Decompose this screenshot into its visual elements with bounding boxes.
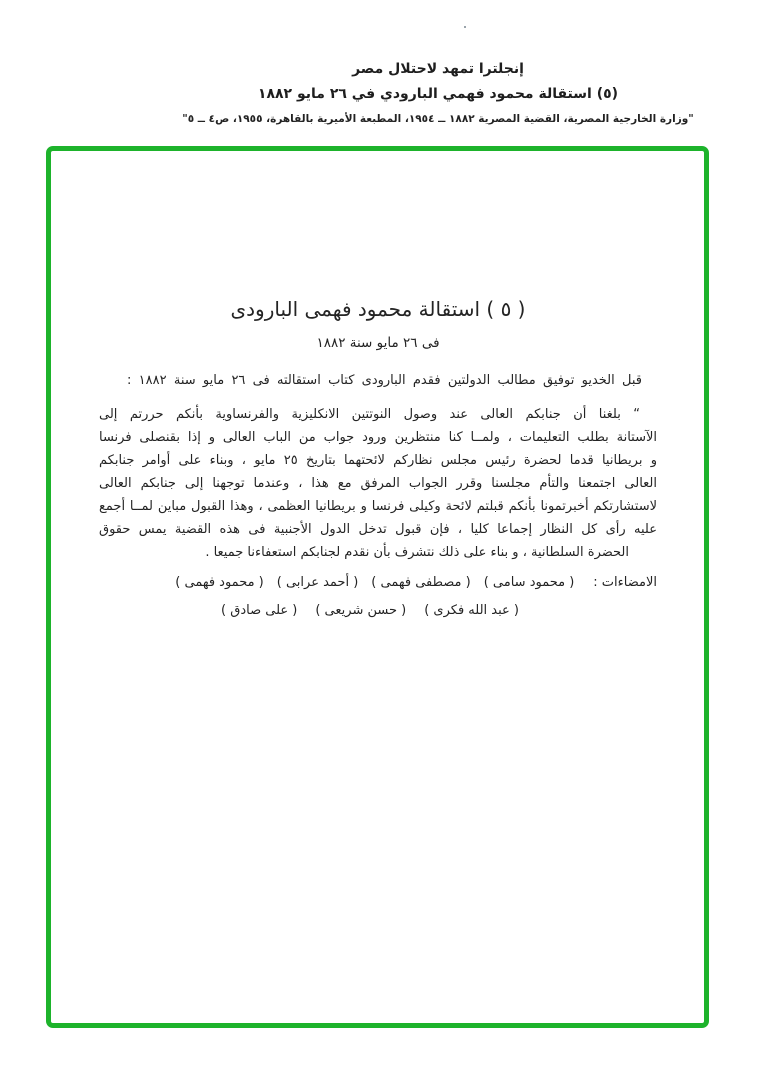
signature-name: ( على صادق ) bbox=[221, 603, 298, 618]
body-line: الآستانة بطلب التعليمات ، ولمــا كنا منتظرين ورود جواب من الباب العالى و إذا بقنصلى فرنسا bbox=[99, 430, 657, 445]
document-body-paragraph bbox=[99, 403, 657, 564]
header-chapter-title: إنجلترا تمهد لاحتلال مصر bbox=[352, 61, 524, 77]
signature-name: ( عبد الله فكرى ) bbox=[424, 603, 519, 618]
signatures-row-2 bbox=[91, 601, 649, 621]
document-title: ( ٥ ) استقالة محمود فهمى البارودى bbox=[230, 297, 526, 321]
document-highlight-frame bbox=[46, 146, 709, 1028]
signature-name: ( مصطفى فهمى ) bbox=[371, 575, 471, 590]
body-line: و بريطانيا قدما لحضرة رئيس مجلس نظاركم لائحتهما بتاريخ ٢٥ مايو ، وبناء على أوامر جنابكم bbox=[99, 453, 658, 468]
body-line: “ بلغنا أن جنابكم العالى عند وصول النوتتين الانكليزية والفرنساوية بأنكم حررتم إلى bbox=[99, 407, 640, 422]
page-header bbox=[118, 60, 758, 126]
body-line: العالى اجتمعنا والتأم مجلسنا وقرر الجواب المرفق مع هذا ، وعندما توجهنا إلى جنابكم العالى bbox=[99, 476, 657, 491]
scanned-document-text-block bbox=[99, 151, 657, 621]
body-line: لاستشارتكم أخبرتمونا بأنكم قبلتم لائحة وكيلى فرنسا و بريطانيا العظمى ، وهذا القبول مباين لمــا أجمع bbox=[99, 499, 657, 514]
header-source-citation: "وزارة الخارجية المصرية، القضية المصرية ١٨٨٢ ــ ١٩٥٤، المطبعة الأميرية بالقاهرة، ١٩٥٥، ص٤ ــ ٥" bbox=[182, 113, 694, 125]
signature-name: ( محمود سامى ) bbox=[483, 575, 575, 590]
scan-artifact-dot bbox=[464, 26, 466, 28]
header-document-heading: (٥) استقالة محمود فهمي البارودي في ٢٦ مايو ١٨٨٢ bbox=[257, 86, 619, 102]
body-line: عليه رأى كل النظار إجماعا كليا ، فإن قبول تدخل الدول الأجنبية فى هذه القضية يمس حقوق bbox=[99, 522, 657, 537]
signatures-label: الامضاءات : bbox=[593, 575, 657, 590]
signature-name: ( محمود فهمى ) bbox=[175, 575, 264, 590]
document-intro-line: قبل الخديو توفيق مطالب الدولتين فقدم البارودى كتاب استقالته فى ٢٦ مايو سنة ١٨٨٢ : bbox=[127, 373, 642, 388]
signatures-row-1 bbox=[99, 573, 657, 593]
body-line: الحضرة السلطانية ، و بناء على ذلك نتشرف بأن نقدم لجنابكم استعفاءنا جميعا . bbox=[205, 545, 629, 560]
signature-name: ( حسن شريعى ) bbox=[315, 603, 407, 618]
document-subtitle-date: فى ٢٦ مايو سنة ١٨٨٢ bbox=[316, 335, 440, 351]
signature-name: ( أحمد عرابى ) bbox=[276, 575, 359, 590]
